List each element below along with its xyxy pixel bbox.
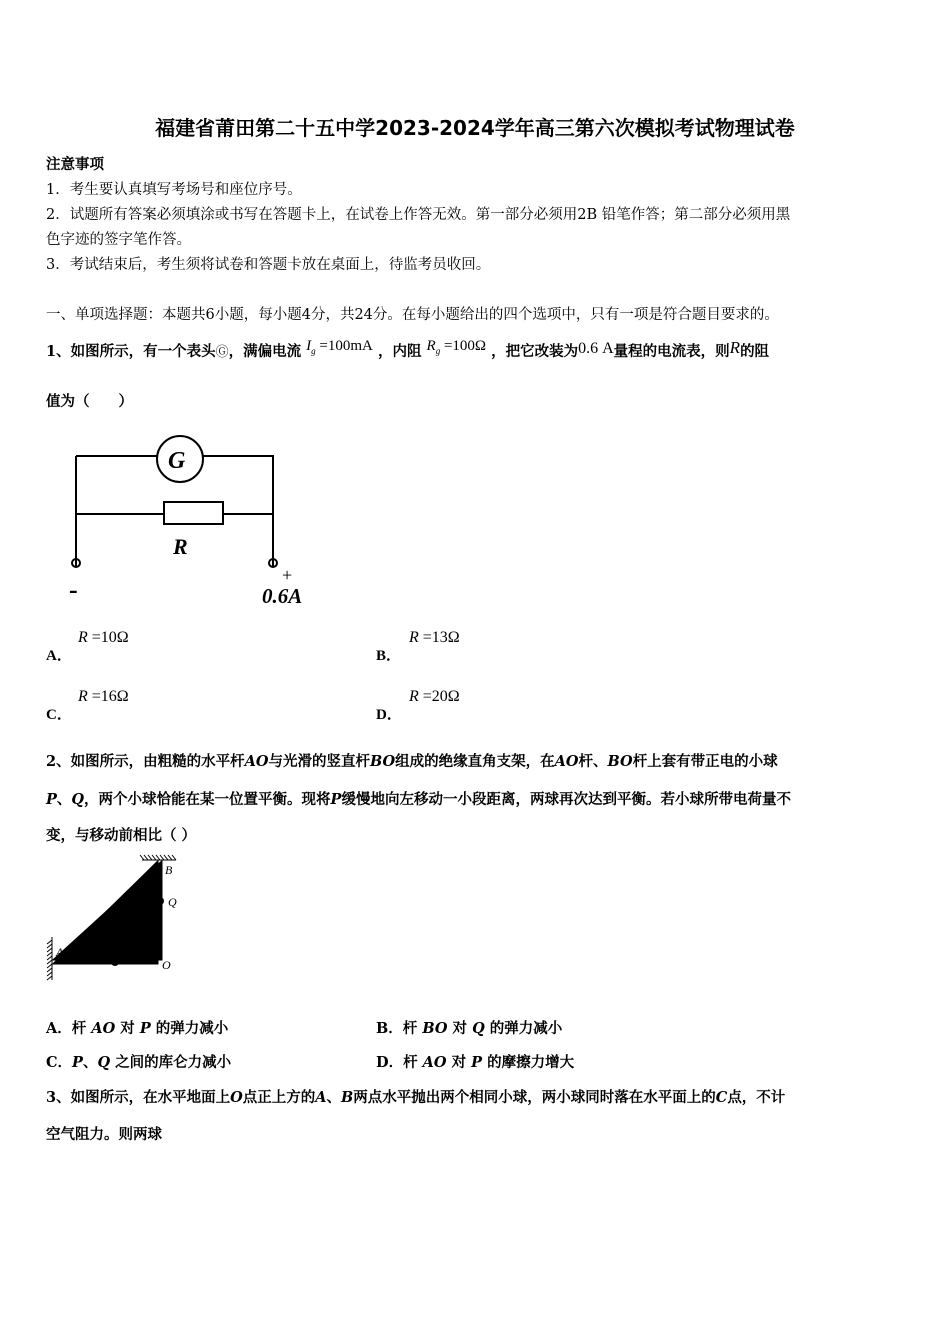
- q2-option-b[interactable]: B．杆 BO 对 Q 的弹力减小: [376, 1020, 563, 1037]
- q2-option-d[interactable]: D．杆 AO 对 P 的摩擦力增大: [376, 1054, 575, 1071]
- ball-q: [156, 897, 164, 905]
- full-scale-current: $I_g =100mA$: [306, 338, 373, 356]
- internal-resistance: $R_g =100\Omega$: [426, 338, 487, 356]
- notice-item: 2．试题所有答案必须填涂或书写在答题卡上，在试卷上作答无效。第一部分必须用2B 铅笔作答；第二部分必须用黑: [46, 207, 791, 223]
- notice-heading: 注意事项: [46, 156, 104, 173]
- option-a-value: R =10Ω: [78, 629, 129, 646]
- wire: [203, 456, 273, 566]
- plus-label: +: [282, 565, 293, 585]
- question-3-stem: 3、如图所示，在水平地面上O点正上方的A、B两点水平抛出两个相同小球，两小球同时落在水平面上的C点，不计: [46, 1089, 786, 1106]
- label-p: P: [111, 944, 119, 958]
- question-2-stem-cont: P、Q，两个小球恰能在某一位置平衡。现将P缓慢地向左移动一小段距离，两球再次达到平衡。若小球所带电荷量不: [46, 791, 791, 808]
- minus-label: -: [69, 575, 78, 604]
- section-heading: 一、单项选择题：本题共6小题，每小题4分，共24分。在每小题给出的四个选项中，只有一项是符合题目要求的。: [46, 307, 779, 323]
- page-title: 福建省莆田第二十五中学2023-2024学年高三第六次模拟考试物理试卷: [155, 116, 795, 140]
- q2-option-a[interactable]: A．杆 AO 对 P 的弹力减小: [46, 1020, 229, 1037]
- notice-item: 色字迹的签字笔作答。: [46, 232, 191, 248]
- label-o: O: [162, 958, 171, 972]
- question-3-stem-cont: 空气阻力。则两球: [46, 1126, 162, 1143]
- q2-option-c[interactable]: C．P、Q 之间的库仑力减小: [46, 1054, 232, 1071]
- meter-range: 0.6 A: [578, 340, 614, 357]
- galvanometer-symbol: Ⓖ: [215, 345, 229, 360]
- label-a: A: [56, 945, 64, 959]
- label-b: B: [165, 863, 173, 877]
- circuit-diagram: [60, 428, 330, 608]
- label-q: Q: [168, 895, 177, 909]
- question-1-stem-cont: 值为（ ）: [46, 393, 133, 410]
- resistor-var: R: [729, 338, 741, 357]
- notice-item: 1．考生要认真填写考场号和座位序号。: [46, 182, 302, 198]
- resistor-label: R: [173, 534, 188, 559]
- frame-diagram: [44, 852, 194, 982]
- galvanometer-label: G: [168, 448, 186, 474]
- resistor: [164, 502, 223, 524]
- option-a[interactable]: A．: [46, 648, 72, 664]
- ball-p: [111, 958, 119, 966]
- option-c[interactable]: C．: [46, 707, 72, 723]
- question-1-stem: 1、如图所示，有一个表头Ⓖ，满偏电流 $I_g =100mA$ ，内阻 $R_g =100\Omega$ ，把它改装为0.6 A量程的电流表，则R的阻: [46, 338, 770, 360]
- notice-item: 3．考试结束后，考生须将试卷和答题卡放在桌面上，待监考员收回。: [46, 257, 491, 273]
- question-2-stem-end: 变，与移动前相比（ ）: [46, 827, 197, 844]
- option-c-value: R =16Ω: [78, 688, 129, 705]
- range-label: 0.6A: [262, 584, 303, 608]
- option-d[interactable]: D．: [376, 707, 402, 723]
- option-b[interactable]: B．: [376, 648, 402, 664]
- option-d-value: R =20Ω: [409, 688, 460, 705]
- option-b-value: R =13Ω: [409, 629, 460, 646]
- question-2-stem: 2、如图所示，由粗糙的水平杆AO与光滑的竖直杆BO组成的绝缘直角支架，在AO杆、BO杆上套有带正电的小球: [46, 753, 778, 770]
